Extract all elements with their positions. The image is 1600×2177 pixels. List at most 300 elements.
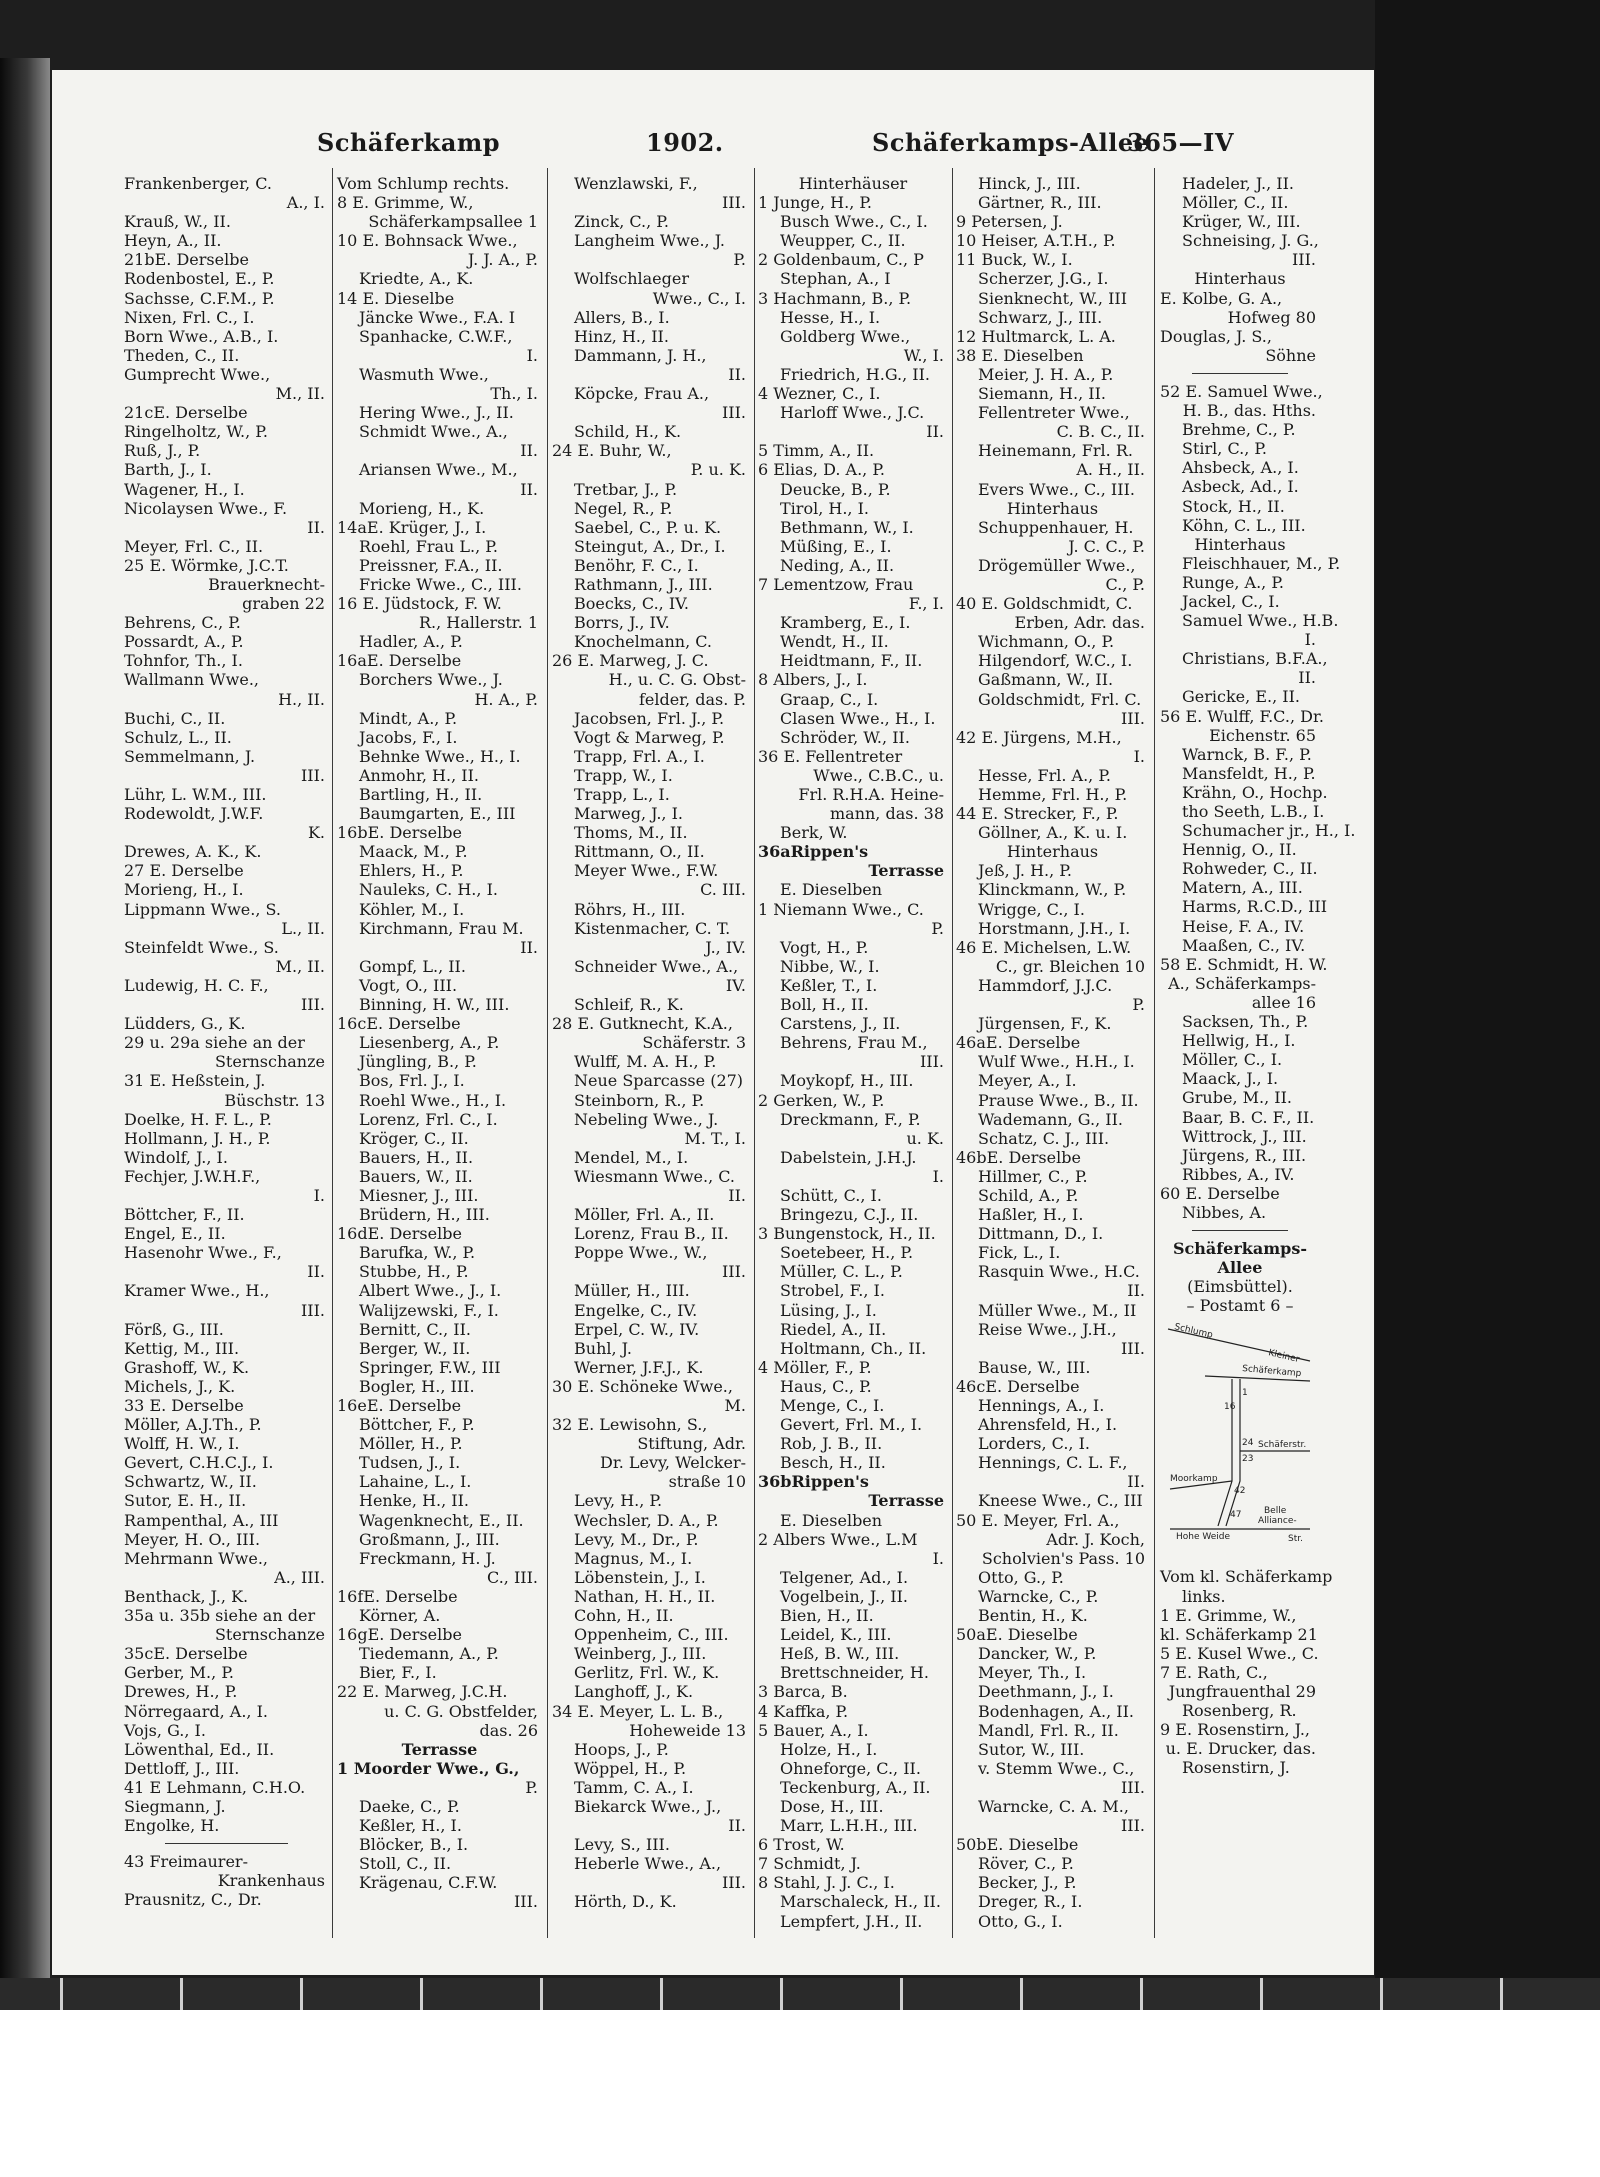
directory-entry: Levy, M., Dr., P. <box>574 1529 699 1549</box>
directory-entry: straße 10 <box>668 1472 746 1492</box>
directory-entry: Behrens, C., P. <box>124 613 241 633</box>
directory-entry: Bause, W., III. <box>978 1357 1091 1377</box>
directory-entry: Vogt, O., III. <box>359 975 458 995</box>
directory-entry: Keßler, H., I. <box>359 1816 462 1836</box>
directory-entry: Wulf Wwe., H.H., I. <box>978 1052 1135 1072</box>
directory-entry: IV. <box>725 975 746 995</box>
directory-entry: Schatz, C. J., III. <box>978 1128 1110 1148</box>
directory-entry: Schwartz, W., II. <box>124 1472 257 1492</box>
directory-entry: Terrasse <box>868 861 944 881</box>
directory-entry: Steinfeldt Wwe., S. <box>124 937 279 957</box>
directory-entry: Schäferkampsallee 1 <box>368 212 538 232</box>
directory-entry: Hinck, J., III. <box>978 174 1081 193</box>
directory-entry: Thoms, M., II. <box>574 823 688 843</box>
directory-entry: Weinberg, J., III. <box>574 1644 707 1664</box>
directory-entry: Meyer Wwe., F.W. <box>574 861 719 881</box>
directory-entry: Matern, A., III. <box>1182 878 1303 898</box>
directory-entry: Hering Wwe., J., II. <box>359 403 514 423</box>
header-year: 1902. <box>646 128 724 157</box>
directory-entry: Wechsler, D. A., P. <box>574 1510 719 1530</box>
directory-entry: 56 E. Wulff, F.C., Dr. <box>1160 706 1324 726</box>
directory-entry: Förß, G., III. <box>124 1319 224 1339</box>
directory-entry: Sternschanze <box>214 1625 325 1645</box>
directory-entry: II. <box>1127 1472 1145 1492</box>
directory-entry: Drewes, H., P. <box>124 1682 238 1702</box>
directory-entry: 12 Hultmarck, L. A. <box>956 326 1116 346</box>
directory-entry: Saebel, C., P. u. K. <box>574 517 722 537</box>
directory-entry: Sienknecht, W., III <box>978 288 1128 308</box>
header-street-left: Schäferkamp <box>317 128 501 157</box>
directory-entry: Evers Wwe., C., III. <box>978 479 1135 499</box>
directory-entry: Bogler, H., III. <box>359 1376 475 1396</box>
directory-entry: 25 E. Wörmke, J.C.T. <box>124 555 289 575</box>
directory-entry: Oppenheim, C., III. <box>574 1625 729 1645</box>
directory-entry: Rathmann, J., III. <box>574 574 713 594</box>
directory-entry: Prause Wwe., B., II. <box>978 1090 1139 1110</box>
directory-column-4 <box>758 174 948 1954</box>
directory-entry: Ehlers, H., P. <box>359 861 464 881</box>
directory-entry: Göllner, A., K. u. I. <box>978 823 1128 843</box>
directory-entry: kl. Schäferkamp 21 <box>1160 1624 1318 1644</box>
directory-entry: 3 Bungenstock, H., II. <box>758 1224 936 1244</box>
directory-entry: Bringezu, C.J., II. <box>780 1205 919 1225</box>
directory-entry: Engolke, H. <box>124 1816 220 1836</box>
directory-entry: Morieng, H., K. <box>359 498 485 518</box>
directory-entry: Daeke, C., P. <box>359 1796 460 1816</box>
directory-entry: Vom kl. Schäferkamp <box>1160 1567 1333 1587</box>
directory-entry: Brehme, C., P. <box>1182 420 1296 440</box>
directory-entry: II. <box>307 1262 325 1282</box>
directory-entry: Windolf, J., I. <box>124 1147 228 1167</box>
directory-entry: A., Schäferkamps- <box>1168 973 1316 993</box>
directory-entry: Stirl, C., P. <box>1182 439 1267 459</box>
map-label-schaeferkamp: Schäferkamp <box>1241 1364 1302 1380</box>
directory-entry: I. <box>1133 746 1145 766</box>
directory-entry: Erpel, C. W., IV. <box>574 1319 700 1339</box>
street-map <box>1160 1321 1320 1561</box>
directory-entry: 41 E Lehmann, C.H.O. <box>124 1777 306 1797</box>
directory-entry: Lüsing, J., I. <box>780 1300 877 1320</box>
directory-entry: 5 Timm, A., II. <box>758 441 875 461</box>
directory-entry: Brauerknecht- <box>208 574 325 594</box>
directory-entry: Wenzlawski, F., <box>574 174 698 193</box>
directory-entry: 3 Hachmann, B., P. <box>758 288 912 308</box>
directory-entry: Krähn, O., Hochp. <box>1182 782 1328 802</box>
directory-entry: Kistenmacher, C. T. <box>574 918 731 938</box>
directory-entry: Menge, C., I. <box>780 1396 885 1415</box>
directory-entry: Jürgens, R., III. <box>1182 1145 1307 1165</box>
directory-entry: Blöcker, B., I. <box>359 1835 469 1855</box>
directory-entry: Heberle Wwe., A., <box>574 1854 722 1874</box>
directory-entry: 30 E. Schöneke Wwe., <box>552 1376 733 1396</box>
directory-entry: Bentin, H., K. <box>978 1606 1088 1626</box>
directory-entry: Hinterhaus <box>1194 269 1286 289</box>
directory-entry: Schuppenhauer, H. <box>978 517 1134 537</box>
directory-entry: Jacobsen, Frl. J., P. <box>574 708 725 728</box>
directory-entry: Müller, C. L., P. <box>780 1262 903 1282</box>
directory-entry: A., I. <box>286 193 325 213</box>
directory-entry: Bethmann, W., I. <box>780 517 914 537</box>
directory-entry: Kirchmann, Frau M. <box>359 918 524 938</box>
directory-entry: E. Kolbe, G. A., <box>1160 288 1283 308</box>
directory-entry: Gärtner, R., III. <box>978 193 1102 213</box>
directory-entry: Nebeling Wwe., J. <box>574 1109 719 1129</box>
directory-entry: Keßler, T., I. <box>780 975 878 995</box>
directory-entry: Gumprecht Wwe., <box>124 364 271 384</box>
directory-entry: Sutor, W., III. <box>978 1739 1085 1759</box>
directory-entry: 14aE. Krüger, J., I. <box>337 517 487 537</box>
directory-entry: 46bE. Derselbe <box>956 1147 1081 1167</box>
directory-entry: M. T., I. <box>684 1128 746 1148</box>
directory-entry: Hörth, D., K. <box>574 1892 677 1912</box>
directory-entry: Jeß, J. H., P. <box>978 861 1072 881</box>
directory-entry: Adr. J. Koch, <box>1046 1529 1145 1549</box>
directory-entry: 36 E. Fellentreter <box>758 746 903 766</box>
directory-entry: Liesenberg, A., P. <box>359 1033 500 1053</box>
directory-entry: Heise, F. A., IV. <box>1182 916 1305 936</box>
directory-entry: Baumgarten, E., III <box>359 804 516 824</box>
directory-entry: 8 E. Grimme, W., <box>337 193 474 213</box>
directory-entry: H. B., das. Hths. <box>1182 401 1316 421</box>
directory-entry: Schäferkamps- <box>1172 1239 1307 1259</box>
directory-entry: Gerlitz, Frl. W., K. <box>574 1663 720 1683</box>
directory-entry: Riedel, A., II. <box>780 1319 887 1339</box>
directory-entry: Krauß, W., II. <box>124 212 231 232</box>
directory-entry: Löbenstein, J., I. <box>574 1567 706 1587</box>
directory-entry: das. 26 <box>479 1720 538 1740</box>
directory-entry: Goldschmidt, Frl. C. <box>978 689 1142 709</box>
directory-entry: Mendel, M., I. <box>574 1147 689 1167</box>
directory-entry: III. <box>1120 708 1145 728</box>
directory-entry: 42 E. Jürgens, M.H., <box>956 727 1122 747</box>
directory-entry: Buchi, C., II. <box>124 708 226 728</box>
directory-entry: Lorenz, Frau B., II. <box>574 1224 729 1244</box>
directory-entry: Wwe., C., I. <box>652 288 746 308</box>
directory-entry: Reise Wwe., J.H., <box>978 1319 1117 1339</box>
directory-entry: Wolff, H. W., I. <box>124 1434 240 1454</box>
directory-entry: Albert Wwe., J., I. <box>359 1281 502 1301</box>
scan-right-margin <box>1375 0 1600 2010</box>
directory-entry: Haus, C., P. <box>780 1376 872 1396</box>
directory-entry: Levy, S., III. <box>574 1835 670 1855</box>
directory-entry: Schmidt Wwe., A., <box>359 422 508 442</box>
directory-entry: Teckenburg, A., II. <box>780 1777 931 1797</box>
directory-entry: Trapp, Frl. A., I. <box>574 746 705 766</box>
directory-entry: Möller, A.J.Th., P. <box>124 1415 262 1435</box>
directory-entry: Heidtmann, F., II. <box>780 651 923 671</box>
directory-entry: Schneider Wwe., A., <box>574 956 739 976</box>
directory-entry: Jacobs, F., I. <box>359 727 458 747</box>
directory-entry: Gerber, M., P. <box>124 1663 234 1683</box>
directory-entry: 14 E. Dieselbe <box>337 288 455 308</box>
directory-entry: Frl. R.H.A. Heine- <box>798 785 944 804</box>
directory-entry: Henke, H., II. <box>359 1491 469 1511</box>
directory-entry: Moykopf, H., III. <box>780 1071 914 1091</box>
directory-entry: Jäncke Wwe., F.A. I <box>359 307 516 327</box>
directory-entry: Buhl, J. <box>574 1338 632 1358</box>
directory-entry: Nathan, H. H., II. <box>574 1586 716 1606</box>
directory-entry: Allee <box>1217 1258 1263 1278</box>
directory-entry: P. <box>525 1777 538 1797</box>
directory-entry: Großmann, J., III. <box>359 1529 500 1549</box>
directory-entry: Grube, M., II. <box>1182 1088 1292 1108</box>
directory-entry: Brüdern, H., III. <box>359 1205 490 1225</box>
directory-entry: mann, das. 38 <box>829 804 944 824</box>
directory-entry: R., Hallerstr. 1 <box>418 613 538 633</box>
directory-entry: 44 E. Strecker, F., P. <box>956 804 1119 824</box>
directory-entry: Roehl Wwe., H., I. <box>359 1090 507 1110</box>
directory-entry: Borrs, J., IV. <box>574 613 670 633</box>
directory-entry: 2 Goldenbaum, C., P <box>758 250 924 270</box>
directory-entry: Berk, W. <box>780 823 848 843</box>
directory-entry: Jürgensen, F., K. <box>978 1014 1112 1034</box>
directory-entry: Runge, A., P. <box>1182 572 1284 592</box>
directory-entry: M. <box>724 1396 746 1415</box>
directory-entry: Sutor, E. H., II. <box>124 1491 247 1511</box>
directory-entry: Th., I. <box>490 384 538 404</box>
directory-entry: Meyer, Frl. C., II. <box>124 536 264 556</box>
directory-entry: Tirol, H., I. <box>780 498 869 518</box>
directory-entry: Rodenbostel, E., P. <box>124 269 275 289</box>
directory-entry: Rampenthal, A., III <box>124 1510 279 1530</box>
directory-entry: Benöhr, F. C., I. <box>574 555 699 575</box>
directory-entry: Goldberg Wwe., <box>780 326 911 346</box>
directory-entry: Vogelbein, J., II. <box>780 1586 909 1606</box>
directory-entry: Theden, C., II. <box>124 345 240 365</box>
directory-entry: Nicolaysen Wwe., F. <box>124 498 288 518</box>
directory-entry: 21bE. Derselbe <box>124 250 249 270</box>
directory-entry: Telgener, Ad., I. <box>780 1567 909 1587</box>
directory-entry: Brettschneider, H. <box>780 1663 929 1683</box>
directory-entry: Behnke Wwe., H., I. <box>359 746 521 766</box>
directory-entry: 10 E. Bohnsack Wwe., <box>337 231 518 251</box>
directory-entry: Klinckmann, W., P. <box>978 880 1127 900</box>
directory-entry: Hillmer, C., P. <box>978 1166 1088 1186</box>
directory-entry: W., I. <box>903 345 944 365</box>
directory-column-3 <box>552 174 750 1954</box>
directory-entry: Hesse, H., I. <box>780 307 881 327</box>
directory-entry: II. <box>1127 1281 1145 1301</box>
directory-entry: Holze, H., I. <box>780 1739 878 1759</box>
directory-entry: Graap, C., I. <box>780 689 879 709</box>
directory-entry: Dreckmann, F., P. <box>780 1109 921 1129</box>
directory-entry: Grashoff, W., K. <box>124 1357 250 1377</box>
directory-entry: Wulff, M. A. H., P. <box>574 1052 717 1072</box>
directory-entry: Hasenohr Wwe., F., <box>124 1243 282 1263</box>
directory-entry: 16dE. Derselbe <box>337 1224 462 1244</box>
directory-entry: 22 E. Marweg, J.C.H. <box>337 1682 508 1702</box>
directory-entry: Clasen Wwe., H., I. <box>780 708 936 728</box>
directory-entry: u. C. G. Obstfelder, <box>384 1701 538 1721</box>
directory-entry: Rittmann, O., II. <box>574 842 705 862</box>
directory-entry: 4 Wezner, C., I. <box>758 384 881 404</box>
directory-entry: tho Seeth, L.B., I. <box>1182 802 1325 821</box>
directory-entry: – Postamt 6 – <box>1186 1296 1294 1316</box>
directory-entry: Möller, H., P. <box>359 1434 463 1454</box>
map-label-moorkamp: Moorkamp <box>1170 1474 1218 1485</box>
directory-entry: Tohnfor, Th., I. <box>124 651 243 671</box>
directory-entry: A., III. <box>274 1567 325 1587</box>
directory-entry: Wolfschlaeger <box>574 269 689 289</box>
directory-entry: Roehl, Frau L., P. <box>359 536 498 556</box>
directory-entry: Schäferstr. 3 <box>642 1033 746 1053</box>
directory-entry: Hadeler, J., II. <box>1182 174 1295 193</box>
directory-entry: Mehrmann Wwe., <box>124 1548 268 1568</box>
map-label-n47: 47 <box>1230 1510 1242 1521</box>
directory-entry: Marschaleck, H., II. <box>780 1892 941 1912</box>
directory-entry: III. <box>721 1873 746 1893</box>
directory-entry: Mandl, Frl. R., II. <box>978 1720 1119 1740</box>
directory-entry: Barth, J., I. <box>124 460 212 480</box>
directory-entry: 21cE. Derselbe <box>124 403 248 423</box>
directory-entry: 31 E. Heßstein, J. <box>124 1071 266 1091</box>
directory-entry: Hinterhaus <box>1006 842 1099 862</box>
directory-entry: III. <box>1120 1777 1145 1797</box>
directory-entry: Büschstr. 13 <box>224 1090 325 1110</box>
directory-entry: Lühr, L. W.M., III. <box>124 785 267 804</box>
directory-entry: Köpcke, Frau A., <box>574 384 710 404</box>
directory-entry: Haßler, H., I. <box>978 1205 1084 1225</box>
directory-entry: III. <box>721 1262 746 1282</box>
directory-entry: Ohneforge, C., II. <box>780 1758 921 1778</box>
directory-entry: Wendt, H., II. <box>780 632 889 652</box>
directory-entry: Drögemüller Wwe., <box>978 555 1136 575</box>
directory-entry: Meier, J. H. A., P. <box>978 364 1114 384</box>
directory-entry: Schumacher jr., H., I. <box>1182 821 1356 841</box>
directory-entry: Neue Sparcasse (27) <box>574 1071 744 1091</box>
directory-entry: P. u. K. <box>690 460 746 480</box>
directory-entry: Carstens, J., II. <box>780 1014 901 1034</box>
directory-page <box>52 70 1374 1975</box>
directory-entry: Michels, J., K. <box>124 1376 236 1396</box>
directory-entry: Fechjer, J.W.H.F., <box>124 1166 261 1186</box>
directory-entry: Bartling, H., II. <box>359 785 483 804</box>
directory-entry: Possardt, A., P. <box>124 632 244 652</box>
directory-entry: 7 Lementzow, Frau <box>758 574 914 594</box>
directory-entry: Soetebeer, H., P. <box>780 1243 914 1263</box>
directory-entry: 16 E. Jüdstock, F. W. <box>337 594 502 614</box>
directory-entry: 32 E. Lewisohn, S., <box>552 1415 708 1435</box>
directory-entry: Behrens, Frau M., <box>780 1033 928 1053</box>
directory-entry: 16eE. Derselbe <box>337 1396 462 1415</box>
directory-entry: Fick, L., I. <box>978 1243 1061 1263</box>
directory-entry: 3 Barca, B. <box>758 1682 848 1702</box>
directory-entry: Trapp, W., I. <box>574 765 673 785</box>
directory-entry: links. <box>1182 1586 1226 1606</box>
directory-entry: Levy, H., P. <box>574 1491 663 1511</box>
directory-entry: Siegmann, J. <box>124 1796 226 1816</box>
directory-entry: Ahrensfeld, H., I. <box>978 1415 1118 1435</box>
directory-entry: Besch, H., II. <box>780 1453 886 1473</box>
directory-entry: 16cE. Derselbe <box>337 1014 461 1034</box>
directory-entry: Krankenhaus <box>217 1871 325 1891</box>
directory-entry: Erben, Adr. das. <box>1014 613 1145 633</box>
directory-entry: III. <box>300 995 325 1015</box>
directory-entry: Harloff Wwe., J.C. <box>780 403 925 423</box>
directory-entry: Terrasse <box>401 1739 478 1759</box>
directory-entry: Ringelholtz, W., P. <box>124 422 268 442</box>
directory-entry: Hollmann, J. H., P. <box>124 1128 271 1148</box>
directory-entry: Wiesmann Wwe., C. <box>574 1166 735 1186</box>
directory-entry: Müller Wwe., M., II <box>978 1300 1137 1320</box>
page-header <box>52 128 1374 168</box>
directory-entry: Jungfrauenthal 29 <box>1168 1682 1316 1701</box>
directory-entry: Rohweder, C., II. <box>1182 859 1318 879</box>
directory-entry: Wrigge, C., I. <box>978 899 1085 919</box>
directory-entry: Jackel, C., I. <box>1182 591 1280 611</box>
directory-entry: Steingut, A., Dr., I. <box>574 536 726 556</box>
directory-entry: Wwe., C.B.C., u. <box>813 765 944 785</box>
directory-entry: Bernitt, C., II. <box>359 1319 471 1339</box>
directory-entry: Tudsen, J., I. <box>359 1453 461 1473</box>
directory-entry: Hennings, C. L. F., <box>978 1453 1128 1473</box>
directory-entry: Stock, H., II. <box>1182 496 1285 516</box>
directory-entry: Tamm, C. A., I. <box>574 1777 694 1797</box>
directory-entry: Berger, W., II. <box>359 1338 471 1358</box>
directory-entry: M., II. <box>275 384 325 404</box>
directory-entry: Doelke, H. F. L., P. <box>124 1109 272 1129</box>
directory-entry: Kramberg, E., I. <box>780 613 911 633</box>
directory-entry: Samuel Wwe., H.B. <box>1182 611 1339 631</box>
directory-entry: Krägenau, C.F.W. <box>359 1873 498 1893</box>
directory-entry: Körner, A. <box>359 1606 441 1626</box>
directory-entry: Leidel, K., III. <box>780 1625 892 1645</box>
directory-entry: III. <box>721 193 746 213</box>
directory-entry: Miesner, J., III. <box>359 1185 479 1205</box>
directory-entry: Warncke, C., P. <box>978 1586 1099 1606</box>
directory-entry: Negel, R., P. <box>574 498 673 518</box>
directory-entry: II. <box>520 937 538 957</box>
directory-entry: Lempfert, J.H., II. <box>780 1911 923 1931</box>
directory-entry: Löwenthal, Ed., II. <box>124 1739 275 1759</box>
directory-entry: Wagenknecht, E., II. <box>359 1510 524 1530</box>
directory-column-6 <box>1160 174 1356 1954</box>
directory-entry: Cohn, H., II. <box>574 1606 674 1626</box>
directory-entry: Hinz, H., II. <box>574 326 669 346</box>
directory-entry: 50bE. Dieselbe <box>956 1835 1079 1855</box>
directory-entry: P. <box>733 250 746 270</box>
directory-entry: Böttcher, F., P. <box>359 1415 475 1435</box>
directory-entry: Stiftung, Adr. <box>637 1434 746 1454</box>
directory-entry: Dr. Levy, Welcker- <box>599 1453 746 1473</box>
directory-entry: Bos, Frl. J., I. <box>359 1071 465 1091</box>
map-label-schlump: Schlump <box>1173 1322 1214 1342</box>
directory-entry: L., II. <box>281 918 325 938</box>
directory-entry: Deethmann, J., I. <box>978 1682 1114 1702</box>
directory-entry: I. <box>932 1166 944 1186</box>
directory-entry: Sacksen, Th., P. <box>1182 1012 1309 1032</box>
directory-entry: Boecks, C., IV. <box>574 594 689 614</box>
directory-entry: J., IV. <box>705 937 746 957</box>
directory-entry: Douglas, J. S., <box>1160 326 1272 346</box>
directory-entry: III. <box>1120 1338 1145 1358</box>
directory-entry: Röver, C., P. <box>978 1854 1074 1874</box>
directory-entry: I. <box>313 1185 325 1205</box>
directory-entry: Allers, B., I. <box>574 307 670 327</box>
directory-entry: Mindt, A., P. <box>359 708 458 728</box>
directory-entry: 38 E. Dieselben <box>956 345 1084 365</box>
map-label-schaeferstr: Schäferstr. <box>1258 1440 1307 1451</box>
directory-entry: Heinemann, Frl. R. <box>978 441 1133 461</box>
scan-bottom-strip <box>0 1978 1600 2010</box>
directory-entry: Walijzewski, F., I. <box>359 1300 499 1320</box>
directory-entry: Stephan, A., I <box>780 269 891 289</box>
directory-entry: Stoll, C., II. <box>359 1854 452 1874</box>
directory-entry: H., II. <box>278 689 325 709</box>
directory-entry: M., II. <box>275 956 325 976</box>
directory-entry: Weupper, C., II. <box>780 231 906 251</box>
directory-entry: Preissner, F.A., II. <box>359 555 503 575</box>
